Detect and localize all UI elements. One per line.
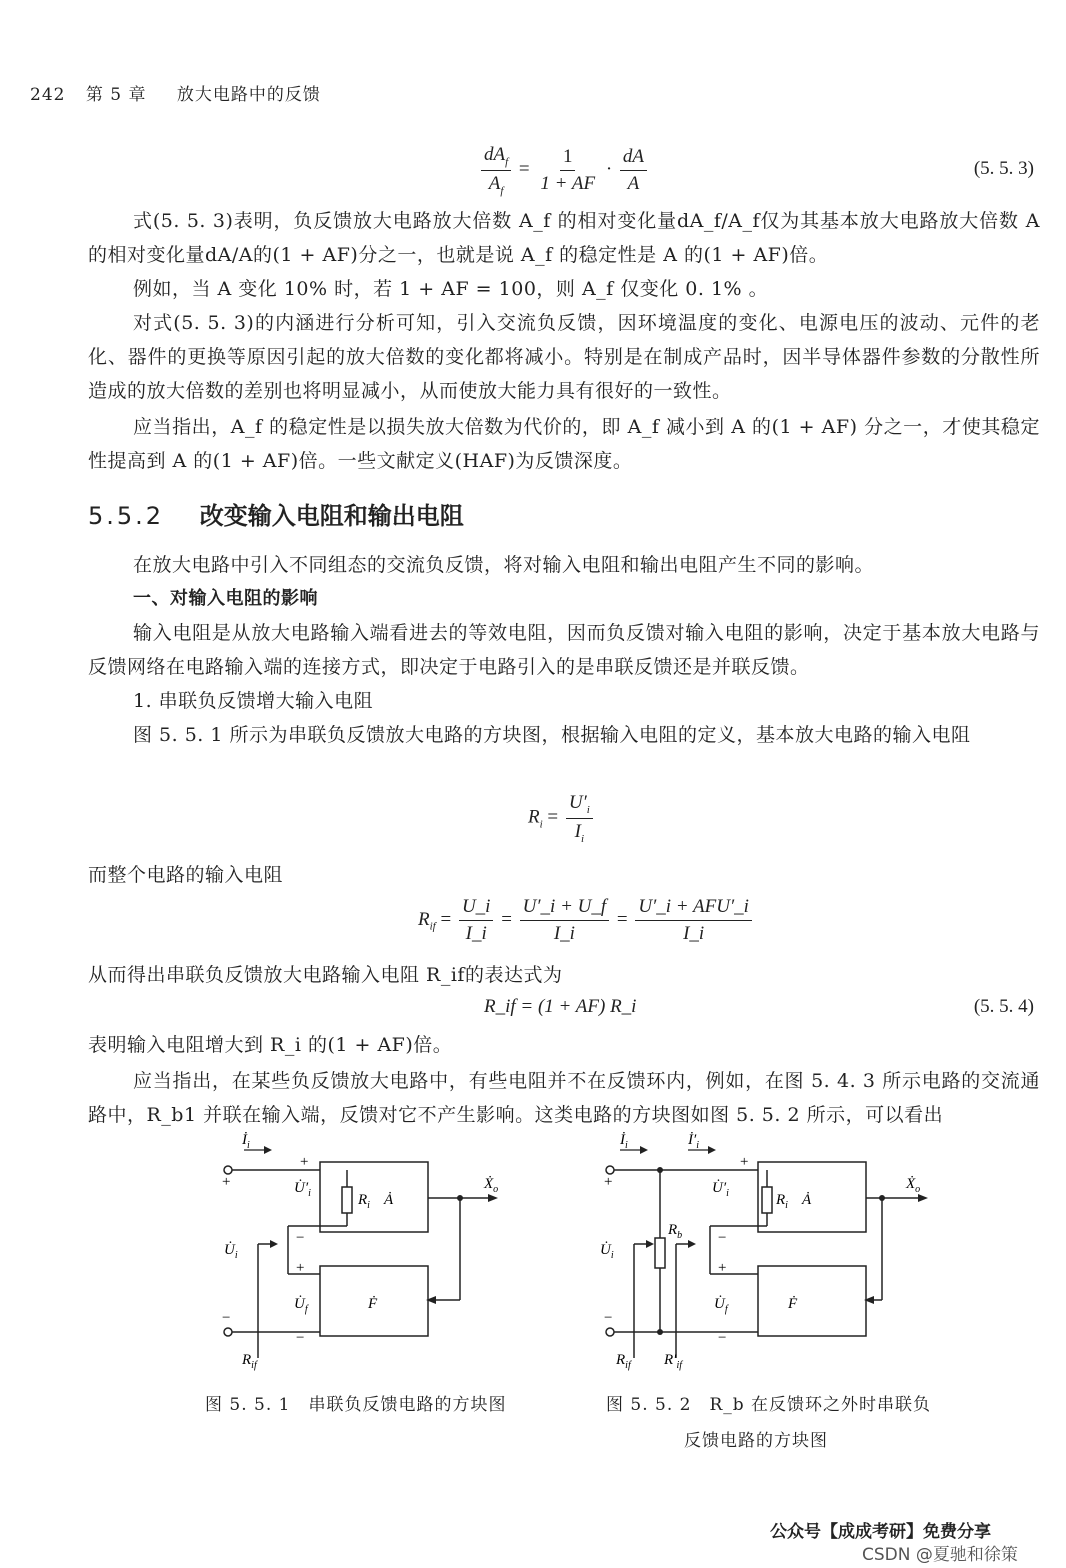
fig1-rif-label: $R_{if}$ [242,1352,257,1371]
fig2-rif-label: $R_{if}$ [616,1352,631,1371]
fig2-ui-prime-label: $U̇'_i$ [712,1180,729,1199]
equation-5-5-4: R_if = (1 + AF) R_i [484,996,637,1017]
figure-5-5-2-diagram [590,1132,950,1372]
svg-text:+: + [296,1260,305,1276]
fig2-input-current-prime-label: $İ'_i$ [688,1132,700,1151]
section-title: 改变输入电阻和输出电阻 [199,502,464,530]
fig1-ui-prime-label: $U̇'_i$ [294,1180,311,1199]
chapter-title: 放大电路中的反馈 [176,85,321,105]
page-header [30,80,321,105]
svg-text:−: − [718,1230,727,1246]
svg-text:+: + [300,1154,309,1170]
fig1-input-current-label: $İ_i$ [242,1132,250,1151]
svg-text:−: − [222,1310,231,1326]
paragraph-example: 例如，当 A 变化 10% 时，若 1 + AF = 100，则 A_f 仅变化 0. 1% 。 [133,278,769,300]
fig2-input-current-label: $İ_i$ [620,1132,628,1151]
fig2-ri-label: $R_i$ [776,1192,788,1211]
figure-5-5-2-caption-line2: 反馈电路的方块图 [684,1431,828,1451]
fig1-uf-label: $U̇_f$ [294,1296,308,1315]
fig1-ui-label: $U̇_i$ [224,1242,238,1261]
fig2-a-label: Ȧ [802,1192,812,1208]
chapter-label: 第 5 章 [85,85,147,105]
page-number: 242 [30,85,66,105]
svg-text:+: + [222,1174,231,1190]
fig1-ri-label: $R_i$ [358,1192,370,1211]
paragraph-cost: 应当指出，A_f 的稳定性是以损失放大倍数为代价的，即 A_f 减小到 A 的(1 + AF) 分之一，才使其稳定性提高到 A 的(1 + AF)倍。一些文献定义(HAF)为反馈深度。 [88,416,1040,472]
paragraph-analysis: 对式(5. 5. 3)的内涵进行分析可知，引入交流负反馈，因环境温度的变化、电源电压的波动、元件的老化、器件的更换等原因引起的放大倍数的变化都将减小。特别是在制成产品时，因半导体器件参数的分散性所造成的放大倍数的差别也将明显减小，从而使放大能力具有很好的一致性。 [88,312,1040,402]
fig2-f-label: Ḟ [788,1296,798,1312]
paragraph-stability: 式(5. 5. 3)表明，负反馈放大电路放大倍数 A_f 的相对变化量dA_f/A_f仅为其基本放大电路放大倍数 A 的相对变化量dA/A的(1 + AF)分之一，也就是说 A_f 的稳定性是 A 的(1 + AF)倍。 [88,210,1040,266]
figure-5-5-2-caption-line1: 图 5. 5. 2 R_b 在反馈环之外时串联负 [606,1395,932,1415]
fig2-rif-prime-label: $R'_{if}$ [664,1352,683,1371]
svg-text:+: + [604,1174,613,1190]
svg-text:−: − [296,1230,305,1246]
equation-number-5-5-3: (5. 5. 3) [973,158,1034,179]
svg-text:+: + [718,1260,727,1276]
fig2-xo-label: Ẋ$_o$ [906,1176,921,1195]
subheading-series: 1. 串联负反馈增大输入电阻 [133,690,374,712]
fig2-ui-label: $U̇_i$ [600,1242,614,1261]
paragraph-fig-intro: 图 5. 5. 1 所示为串联负反馈放大电路的方块图，根据输入电阻的定义，基本放大电路的输入电阻 [133,724,971,746]
fig1-xo-label: Ẋ$_o$ [484,1176,499,1195]
paragraph-input-resistance: 输入电阻是从放大电路输入端看进去的等效电阻，因而负反馈对输入电阻的影响，决定于基本放大电路与反馈网络在电路输入端的连接方式，即决定于电路引入的是串联反馈还是并联反馈。 [88,622,1040,678]
watermark: CSDN @夏驰和徐策 [862,1545,1018,1565]
equation-ri: $R_i$ = $\frac{U'_i}{I_i}$ [528,792,596,845]
figure-5-5-1-diagram [200,1132,530,1372]
subheading-input-resistance: 一、对输入电阻的影响 [133,588,318,609]
svg-text:+: + [740,1154,749,1170]
figure-5-5-1-caption: 图 5. 5. 1 串联负反馈电路的方块图 [205,1395,507,1415]
equation-5-5-3: $\frac{dA_f}{A_f}$ = $\frac{1}{1 + AF}$ · $\frac{dA}{A}$ [478,144,650,197]
svg-text:−: − [604,1310,613,1326]
fig2-rb-label: $R_b$ [668,1222,683,1241]
section-number: 5.5.2 [88,502,165,530]
paragraph-increase: 表明输入电阻增大到 R_i 的(1 + AF)倍。 [88,1034,453,1056]
paragraph-intro: 在放大电路中引入不同组态的交流负反馈，将对输入电阻和输出电阻产生不同的影响。 [133,554,875,576]
paragraph-rb-note: 应当指出，在某些负反馈放大电路中，有些电阻并不在反馈环内，例如，在图 5. 4. 3 所示电路的交流通路中，R_b1 并联在输入端，反馈对它不产生影响。这类电路的方块图如图 5. 5. 2 所示，可以看出 [88,1070,1040,1126]
section-heading [88,496,464,531]
footer-note: 公众号【成成考研】免费分享 [770,1522,991,1542]
paragraph-whole-input: 而整个电路的输入电阻 [88,864,284,886]
paragraph-rif-expression: 从而得出串联负反馈放大电路输入电阻 R_if的表达式为 [88,964,563,986]
svg-text:−: − [718,1330,727,1346]
fig2-uf-label: $U̇_f$ [714,1296,728,1315]
fig1-a-label: Ȧ [384,1192,394,1208]
fig1-f-label: Ḟ [368,1296,378,1312]
svg-text:−: − [296,1330,305,1346]
equation-rif: $R_{if}$ = $\frac{U\_i}{I\_i}$ = $\frac{U'\_i + U\_f}{I\_i}$ = $\frac{\text{U′\_i + AFU′\_i}}{I\_i}$ [418,896,755,945]
equation-number-5-5-4: (5. 5. 4) [973,996,1034,1017]
